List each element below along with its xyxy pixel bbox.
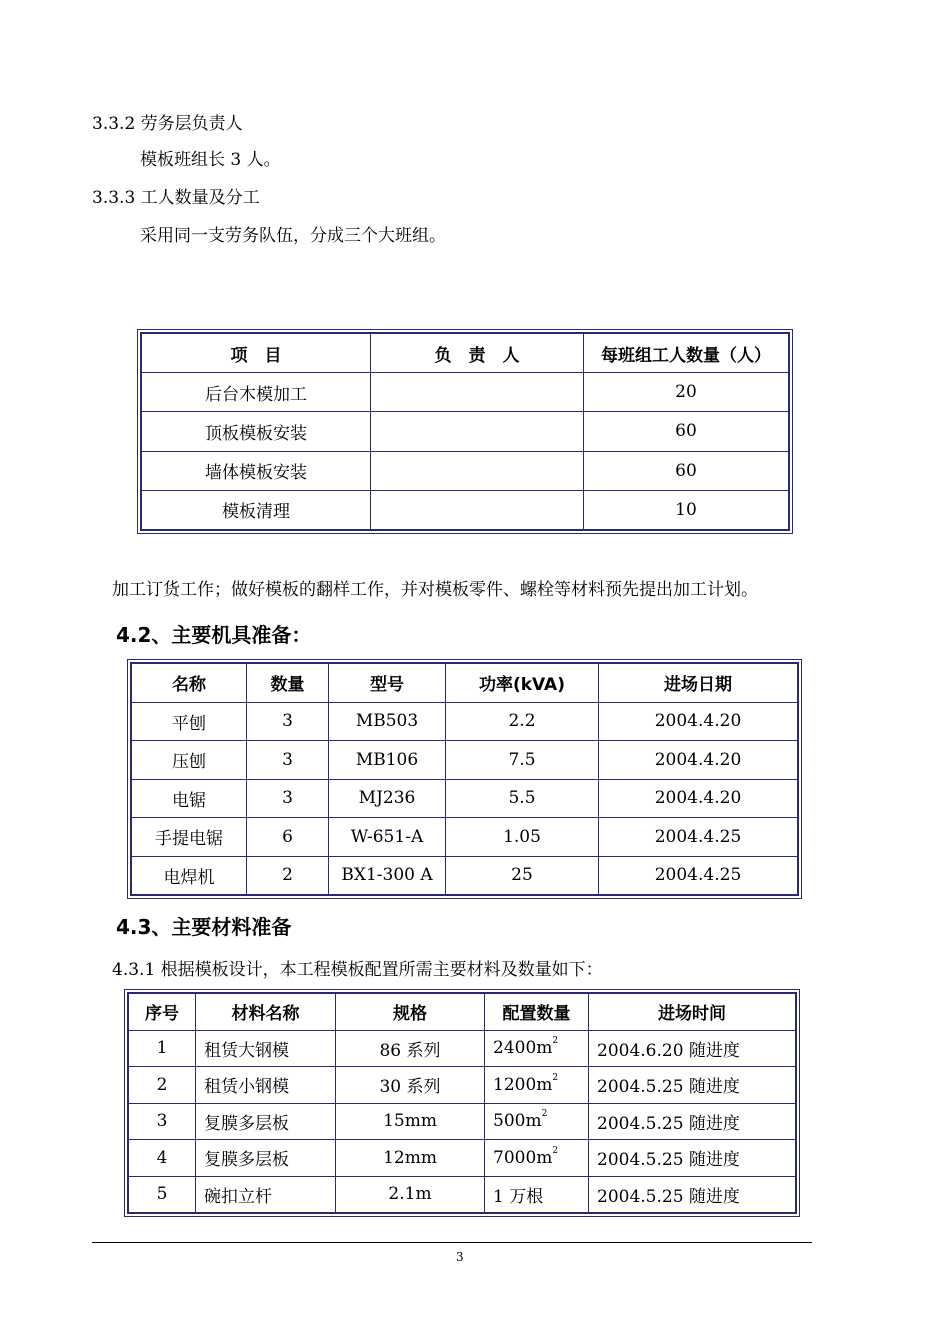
header-cell: 每班组工人数量（人） — [584, 334, 789, 373]
table-cell: 模板清理 — [142, 490, 371, 529]
page-number: 3 — [456, 1250, 464, 1264]
table-cell: 1.05 — [446, 818, 599, 857]
table-cell: 2.1m — [336, 1176, 485, 1213]
table-header-row — [132, 664, 798, 703]
table-row — [132, 702, 798, 741]
header-cell: 功率(kVA) — [446, 664, 599, 703]
table-cell — [371, 451, 584, 490]
header-cell: 进场日期 — [599, 664, 798, 703]
table-cell: 6 — [247, 818, 329, 857]
table-cell: 2004.4.25 — [599, 856, 798, 895]
table-cell: 60 — [584, 412, 789, 451]
quantity-value: 1 万根 — [493, 1186, 544, 1207]
footer-divider — [92, 1242, 812, 1243]
table-cell — [485, 1030, 589, 1067]
section-4-3-1-text: 4.3.1 根据模板设计，本工程模板配置所需主要材料及数量如下： — [112, 960, 603, 980]
table-cell — [371, 490, 584, 529]
table-cell: MJ236 — [329, 779, 446, 818]
table-cell — [485, 1176, 589, 1213]
table-cell — [485, 1067, 589, 1104]
header-cell: 配置数量 — [485, 994, 589, 1031]
table-cell: 后台木模加工 — [142, 373, 371, 412]
table-cell: 86 系列 — [336, 1030, 485, 1067]
table-cell: 2004.6.20 随进度 — [589, 1030, 796, 1067]
workers-table — [137, 329, 793, 534]
unit-superscript: 2 — [552, 1072, 559, 1083]
header-cell: 型号 — [329, 664, 446, 703]
table-cell: 5 — [129, 1176, 196, 1213]
header-cell: 项 目 — [142, 334, 371, 373]
materials-table — [124, 989, 800, 1217]
table-cell: 2 — [129, 1067, 196, 1104]
order-work-text: 加工订货工作；做好模板的翻样工作，并对模板零件、螺栓等材料预先提出加工计划。 — [112, 580, 758, 600]
table-cell: 复膜多层板 — [196, 1103, 336, 1140]
quantity-value: 2400m — [493, 1038, 553, 1059]
table-cell: 顶板模板安装 — [142, 412, 371, 451]
table-row — [142, 373, 789, 412]
table-cell: 7.5 — [446, 741, 599, 780]
table-cell: 2004.4.20 — [599, 702, 798, 741]
table-header-row — [142, 334, 789, 373]
table-cell: 租赁大钢模 — [196, 1030, 336, 1067]
table-cell: 5.5 — [446, 779, 599, 818]
table-cell: 2 — [247, 856, 329, 895]
table-cell: 2004.5.25 随进度 — [589, 1140, 796, 1177]
machines-table — [127, 659, 802, 899]
table-cell: MB106 — [329, 741, 446, 780]
quantity-value: 7000m — [493, 1147, 553, 1168]
header-cell: 序号 — [129, 994, 196, 1031]
section-3-3-2-text: 模板班组长 3 人。 — [140, 150, 281, 170]
table-cell: 碗扣立杆 — [196, 1176, 336, 1213]
header-cell: 材料名称 — [196, 994, 336, 1031]
section-4-3-heading: 4.3、主要材料准备 — [116, 915, 292, 939]
header-cell: 进场时间 — [589, 994, 796, 1031]
table-cell: 压刨 — [132, 741, 247, 780]
table-cell: 10 — [584, 490, 789, 529]
section-3-3-2-heading: 3.3.2 劳务层负责人 — [92, 114, 243, 134]
table-cell: W-651-A — [329, 818, 446, 857]
table-cell: BX1-300 A — [329, 856, 446, 895]
table-cell: 3 — [247, 702, 329, 741]
table-cell: 平刨 — [132, 702, 247, 741]
header-cell: 名称 — [132, 664, 247, 703]
header-cell: 数量 — [247, 664, 329, 703]
header-cell: 规格 — [336, 994, 485, 1031]
table-cell: 3 — [129, 1103, 196, 1140]
table-cell: 2004.5.25 随进度 — [589, 1067, 796, 1104]
table-header-row — [129, 994, 796, 1031]
table-row — [132, 818, 798, 857]
table-cell — [371, 373, 584, 412]
table-cell: 2004.5.25 随进度 — [589, 1103, 796, 1140]
table-cell: 30 系列 — [336, 1067, 485, 1104]
quantity-value: 1200m — [493, 1074, 553, 1095]
table-row — [142, 451, 789, 490]
quantity-value: 500m — [493, 1111, 542, 1132]
table-cell: 手提电锯 — [132, 818, 247, 857]
unit-superscript: 2 — [552, 1036, 559, 1047]
table-cell: 2004.4.20 — [599, 741, 798, 780]
unit-superscript: 2 — [541, 1109, 548, 1120]
section-3-3-3-text: 采用同一支劳务队伍，分成三个大班组。 — [140, 226, 446, 246]
section-4-2-heading: 4.2、主要机具准备： — [116, 623, 312, 647]
unit-superscript: 2 — [552, 1145, 559, 1156]
table-cell: 3 — [247, 779, 329, 818]
table-row — [132, 779, 798, 818]
table-cell: 1 — [129, 1030, 196, 1067]
table-cell: 墙体模板安装 — [142, 451, 371, 490]
table-cell: 20 — [584, 373, 789, 412]
table-cell: 2004.4.25 — [599, 818, 798, 857]
table-cell — [371, 412, 584, 451]
table-cell: 电焊机 — [132, 856, 247, 895]
table-cell: 电锯 — [132, 779, 247, 818]
table-cell — [485, 1140, 589, 1177]
table-row — [142, 490, 789, 529]
table-cell: 租赁小钢模 — [196, 1067, 336, 1104]
table-row — [142, 412, 789, 451]
table-cell: 2004.4.20 — [599, 779, 798, 818]
table-row — [132, 856, 798, 895]
table-cell: 4 — [129, 1140, 196, 1177]
section-3-3-3-heading: 3.3.3 工人数量及分工 — [92, 188, 260, 208]
table-row — [129, 1176, 796, 1213]
table-row — [129, 1030, 796, 1067]
table-cell: 60 — [584, 451, 789, 490]
table-row — [129, 1103, 796, 1140]
header-cell: 负 责 人 — [371, 334, 584, 373]
table-cell: 25 — [446, 856, 599, 895]
table-row — [129, 1067, 796, 1104]
table-cell: 复膜多层板 — [196, 1140, 336, 1177]
table-cell: MB503 — [329, 702, 446, 741]
table-cell: 2.2 — [446, 702, 599, 741]
table-cell: 2004.5.25 随进度 — [589, 1176, 796, 1213]
table-cell: 12mm — [336, 1140, 485, 1177]
table-cell: 3 — [247, 741, 329, 780]
table-row — [132, 741, 798, 780]
table-row — [129, 1140, 796, 1177]
table-cell — [485, 1103, 589, 1140]
table-cell: 15mm — [336, 1103, 485, 1140]
